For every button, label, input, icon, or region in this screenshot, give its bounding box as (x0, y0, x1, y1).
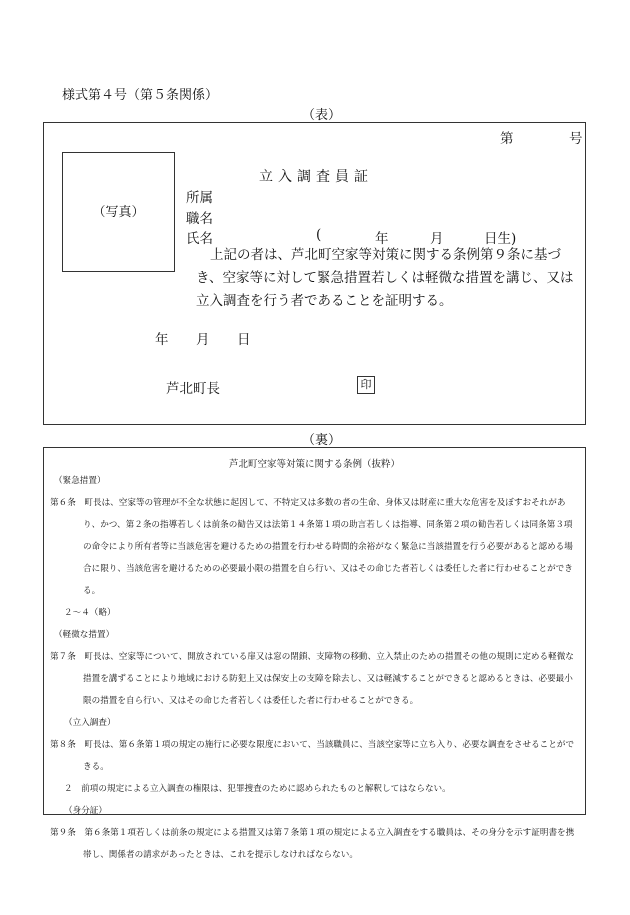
certify-text: 上記の者は、芦北町空家等対策に関する条例第９条に基づき、空家等に対して緊急措置若しくは軽微な措置を講じ、又は立入調査を行う者であることを証明する。 (196, 247, 574, 309)
card-number-go: 号 (569, 131, 583, 147)
birth-month: 月 (430, 231, 444, 247)
front-side-label: （表） (302, 108, 342, 123)
ordinance-title: 芦北町空家等対策に関する条例（抜粋） (228, 459, 400, 470)
heading-minor-measures: （軽微な措置） (54, 630, 115, 640)
birth-year: 年 (375, 231, 389, 247)
seal-stamp: 印 (357, 376, 375, 394)
article-7: 第７条 町長は、空家等について、開放されている扉又は窓の閉鎖、支障物の移動、立入禁止のための措置その他の規則に定める軽微な措置を講ずることにより地域における防犯上又は保安上の支障を除去し、又は軽減することができると認めるときは、必要最小限の措置を自ら行い、又はその命じた者若しくは委任した者に行わせることができる。 (50, 652, 574, 706)
affiliation-label: 所属 (186, 190, 213, 206)
heading-emergency: （緊急措置） (54, 476, 106, 486)
form-number-label: 様式第４号（第５条関係） (62, 88, 219, 103)
article-6-omitted: ２～４（略） (64, 608, 116, 618)
birth-day: 日生) (484, 231, 517, 247)
article-8-paragraph-2: ２ 前項の規定による立入調査の権限は、犯罪捜査のために認められたものと解釈してはならない。 (64, 784, 451, 794)
name-label: 氏名 (186, 231, 213, 247)
card-title: 立入調査員証 (259, 169, 373, 185)
position-label: 職名 (186, 211, 213, 227)
back-card (43, 447, 586, 860)
issuer-name: 芦北町長 (166, 381, 220, 397)
heading-inspection: （立入調査） (64, 718, 116, 728)
heading-id-card: （身分証） (64, 806, 107, 816)
issue-month: 月 (196, 332, 210, 348)
issue-year: 年 (155, 332, 169, 348)
photo-label: （写真） (92, 205, 145, 220)
back-side-label: （裏） (302, 433, 342, 448)
article-8: 第８条 町長は、第６条第１項の規定の施行に必要な限度において、当該職員に、当該空家等に立ち入り、必要な調査をさせることができる。 (50, 740, 575, 772)
birth-open-paren: ( (316, 227, 322, 243)
photo-area (62, 152, 175, 272)
article-6: 第６条 町長は、空家等の管理が不全な状態に起因して、不特定又は多数の者の生命、身体又は財産に重大な危害を及ぼすおそれがあり、かつ、第２条の指導若しくは前条の勧告又は法第１４条第１項の助言若しくは指導、同条第２項の勧告若しくは同条第３項の命令により所有者等に当該危害を避けるための措置を行わせる時間的余裕がなく緊急に当該措置を行う必要があると認める場合に限り、当該危害を避けるための必要最小限の措置を自ら行い、又はその命じた者若しくは委任した者に行わせることができる。 (50, 498, 573, 596)
issue-day: 日 (237, 332, 251, 348)
article-9: 第９条 第６条第１項若しくは前条の規定による措置又は第７条第１項の規定による立入調査をする職員は、その身分を示す証明書を携帯し、関係者の請求があったときは、これを提示しなければならない。 (50, 828, 575, 860)
ordinance-excerpt (50, 470, 580, 866)
card-number-dai: 第 (500, 131, 514, 147)
